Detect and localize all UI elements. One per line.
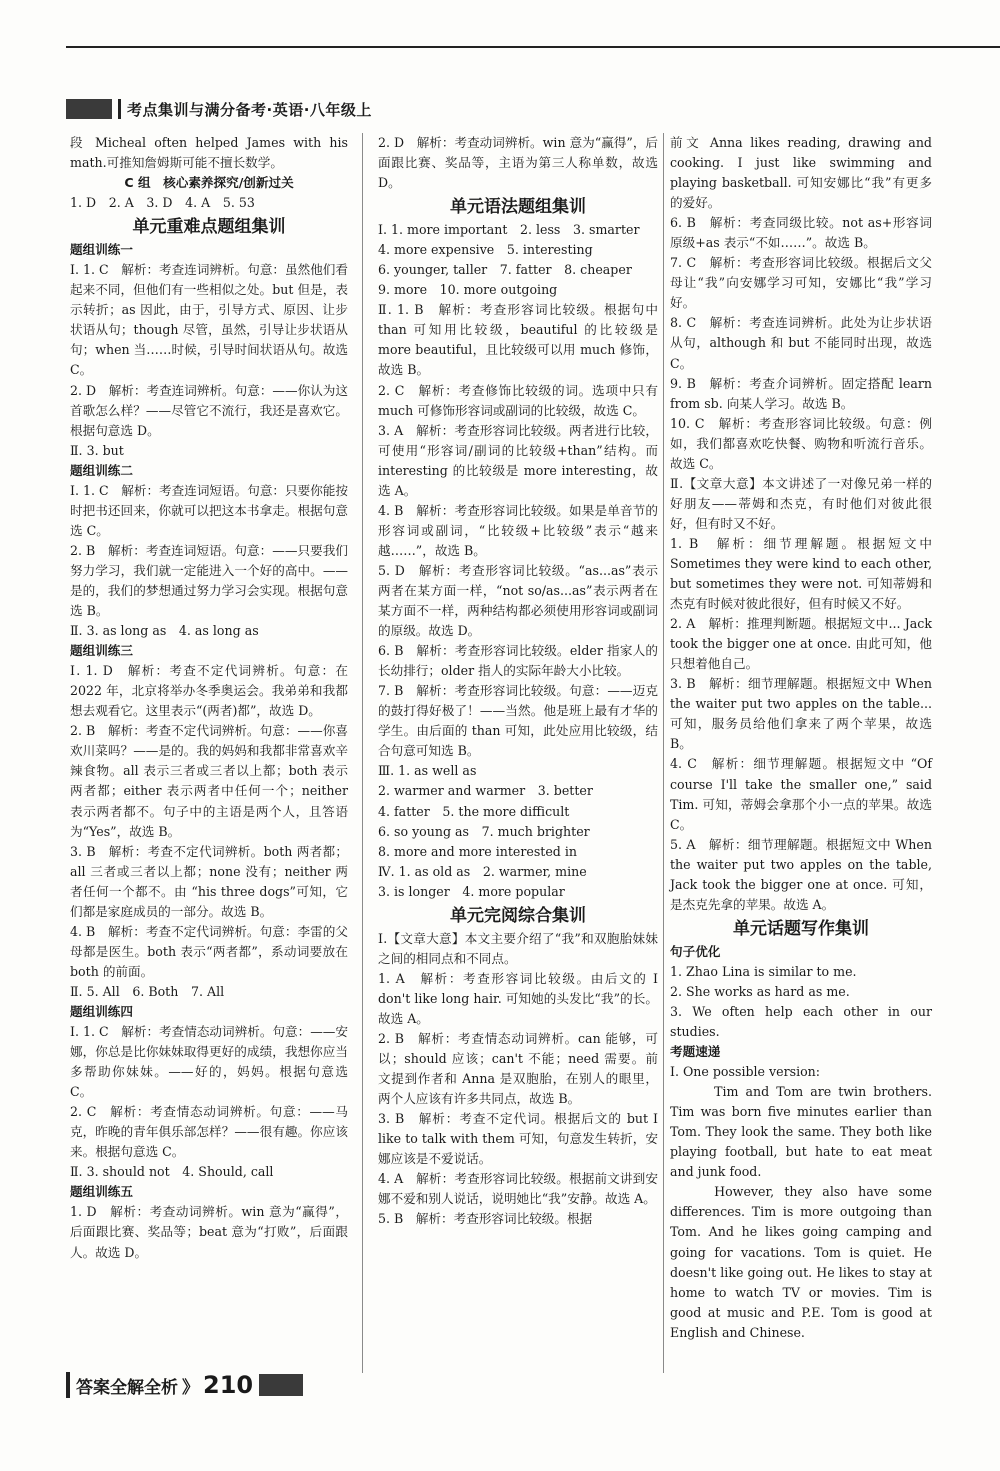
answer-paragraph: 3. We often help each other in our studies. <box>670 1003 932 1040</box>
group-heading: 题组训练三 <box>70 643 133 659</box>
footer-mark <box>259 1374 303 1396</box>
answer-paragraph: 2. C 解析：考查情态动词辨析。句意：——马克，昨晚的青年俱乐部怎样？——很有趣。你应该来。根据句意选 C。 <box>70 1104 348 1160</box>
section-title: 单元话题写作集训 <box>733 918 869 939</box>
group-heading: 题组训练一 <box>70 242 133 258</box>
answer-paragraph: Ⅰ. 1. C 解析：考查连词辨析。句意：虽然他们看起来不同，但他们有一些相似之处。but 但是，表示转折；as 因此，由于，引导方式、原因、让步状语从句；though 尽管，虽然，引导让步状语从句；when 当……时候，引导时间状语从句。故选 C。 <box>70 262 348 378</box>
answer-paragraph: 2. D 解析：考查连词辨析。句意：——你认为这首歌怎么样？——尽管它不流行，我还是喜欢它。根据句意选 D。 <box>70 382 348 438</box>
answer-paragraph: Ⅰ.【文章大意】本文主要介绍了“我”和双胞胎妹妹之间的相同点和不同点。 <box>378 930 658 966</box>
answer-paragraph: 7. B 解析：考查形容词比较级。句意：——迈克的鼓打得好极了！——当然。他是班上最有才华的学生。由后面的 than 可知，此处应用比较级，结合句意可知选 B。 <box>378 683 658 759</box>
answer-paragraph: 1. D 解析：考查动词辨析。win 意为“赢得”，后面跟比赛、奖品等；beat 意为“打败”，后面跟人。故选 D。 <box>70 1204 348 1260</box>
answer-paragraph: Ⅰ. One possible version: <box>670 1064 821 1080</box>
answer-paragraph: 前文 Anna likes reading, drawing and cooking. I just like swimming and playing basketball. 可知安娜比“我”有更多的爱好。 <box>670 135 932 211</box>
answer-paragraph: 2. C 解析：考查修饰比较级的词。选项中只有 much 可修饰形容词或副词的比较级，故选 C。 <box>378 382 658 418</box>
group-heading: C 组 核心素养探究/创新过关 <box>124 175 294 191</box>
answer-paragraph: 2. A 解析：推理判断题。根据短文中... Jack took the bigger one at once. 由此可知，他只想着他自己。 <box>670 616 932 672</box>
answer-paragraph: 3. is longer 4. more popular <box>378 883 565 899</box>
section-title: 单元完阅综合集训 <box>450 905 586 926</box>
running-footer <box>66 1369 303 1401</box>
footer-label: 答案全解全析 <box>76 1377 178 1398</box>
answer-paragraph: 6. younger, taller 7. fatter 8. cheaper <box>378 262 632 278</box>
answer-paragraph: Ⅲ. 1. as well as <box>378 763 477 779</box>
answer-paragraph: 5. A 解析：细节理解题。根据短文中 When the waiter put two apples on the table, Jack took the bigger one at once. 可知，是杰克先拿的苹果。故选 A。 <box>670 836 932 912</box>
answer-paragraph: 10. C 解析：考查形容词比较级。句意：例如，我们都喜欢吃快餐、购物和听流行音乐。故选 C。 <box>670 415 932 471</box>
section-title: 单元语法题组集训 <box>450 197 586 218</box>
answer-paragraph: 9. more 10. more outgoing <box>378 282 558 298</box>
footer-arrows: 》 <box>182 1377 199 1398</box>
header-title: 考点集训与满分备考·英语·八年级上 <box>127 100 372 119</box>
answer-paragraph: 2. She works as hard as me. <box>670 983 850 999</box>
answer-paragraph: 6. so young as 7. much brighter <box>378 823 590 839</box>
page-number: 210 <box>203 1371 254 1399</box>
answer-paragraph: Ⅰ. 1. more important 2. less 3. smarter <box>378 222 640 238</box>
answer-paragraph: 4. more expensive 5. interesting <box>378 242 593 258</box>
group-heading: 题组训练二 <box>70 462 133 478</box>
answer-paragraph: 6. B 解析：考查形容词比较级。elder 指家人的长幼排行；older 指人的实际年龄大小比较。 <box>378 643 658 679</box>
group-heading: 句子优化 <box>670 943 721 959</box>
header-bar <box>118 99 121 119</box>
answer-paragraph: 3. B 解析：细节理解题。根据短文中 When the waiter put two apples on the table... 可知，服务员给他们拿来了两个苹果，故选 B。 <box>670 676 932 752</box>
answer-paragraph: 4. C 解析：细节理解题。根据短文中 “Of course I'll take the smaller one,” said Tim. 可知，蒂姆会拿那个小一点的苹果。故选 C。 <box>670 756 932 832</box>
column-1 <box>70 133 348 1263</box>
answer-paragraph: 1. Zhao Lina is similar to me. <box>670 963 857 979</box>
answer-paragraph: Ⅰ. 1. C 解析：考查情态动词辨析。句意：——安娜，你总是比你妹妹取得更好的成绩，我想你应当多帮助你妹妹。——好的，妈妈。根据句意选 C。 <box>70 1024 348 1100</box>
answer-paragraph: 8. more and more interested in <box>378 843 578 859</box>
essay-paragraph: However, they also have some differences. Tim is more outgoing than Tom. And he likes going camping and going for vacations. Tom is quiet. He doesn't like going out. He likes to stay at home to watch TV or movies. Tim is good at music and P.E. Tom is good at English and Chinese. <box>670 1184 932 1340</box>
running-header <box>66 97 372 121</box>
answer-paragraph: 5. B 解析：考查形容词比较级。根据 <box>378 1211 593 1227</box>
answer-paragraph: 2. B 解析：考查连词短语。句意：——只要我们努力学习，我们就一定能进入一个好的高中。——是的，我们的梦想通过努力学习会实现。根据句意选 B。 <box>70 542 348 619</box>
answer-paragraph: 1. A 解析：考查形容词比较级。由后文的 I don't like long hair. 可知她的头发比“我”的长。故选 A。 <box>378 970 658 1026</box>
answer-paragraph: 段 Micheal often helped James with his math.可推知詹姆斯可能不擅长数学。 <box>70 135 348 171</box>
answer-paragraph: 3. A 解析：考查形容词比较级。两者进行比较，可使用“形容词/副词的比较级+than”结构。而 interesting 的比较级是 more interesting，故选 A。 <box>378 422 658 498</box>
answer-paragraph: 4. fatter 5. the more difficult <box>378 803 570 819</box>
answer-paragraph: 4. B 解析：考查不定代词辨析。句意：李雷的父母都是医生。both 表示“两者都”，系动词要放在 both 的前面。 <box>70 923 348 979</box>
header-mark <box>66 99 112 119</box>
top-rule <box>66 46 1000 48</box>
answer-paragraph: 7. C 解析：考查形容词比较级。根据后文父母让“我”向安娜学习可知，安娜比“我”学习好。 <box>670 255 932 311</box>
answer-paragraph: 8. C 解析：考查连词辨析。此处为让步状语从句，although 和 but 不能同时出现，故选 C。 <box>670 315 932 371</box>
column-divider-1 <box>362 133 363 1373</box>
answer-paragraph: Ⅱ.【文章大意】本文讲述了一对像兄弟一样的好朋友——蒂姆和杰克，有时他们对彼此很好，但有时又不好。 <box>670 475 932 531</box>
answer-paragraph: 4. A 解析：考查形容词比较级。根据前文讲到安娜不爱和别人说话，说明她比“我”安静。故选 A。 <box>378 1171 658 1207</box>
answer-paragraph: Ⅰ. 1. C 解析：考查连词短语。句意：只要你能按时把书还回来，你就可以把这本书拿走。根据句意选 C。 <box>70 482 348 538</box>
answer-paragraph: 3. B 解析：考查不定代词。根据后文的 but I like to talk with them 可知，句意发生转折，安娜应该是不爱说话。 <box>378 1111 658 1167</box>
column-3 <box>670 133 932 1343</box>
answer-paragraph: 3. B 解析：考查不定代词辨析。both 两者都；all 三者或三者以上都；none 没有；neither 两者任何一个都不。由 “his three dogs”可知，它们都是家庭成员的一部分。故选 B。 <box>70 843 348 919</box>
answer-paragraph: 1. B 解析：细节理解题。根据短文中 Sometimes they were kind to each other, but sometimes they were not. 可知蒂姆和杰克有时候对彼此很好，但有时候又不好。 <box>670 535 932 612</box>
answer-paragraph: 9. B 解析：考查介词辨析。固定搭配 learn from sb. 向某人学习。故选 B。 <box>670 375 932 411</box>
answer-paragraph: 6. B 解析：考查同级比较。not as+形容词原级+as 表示“不如……”。故选 B。 <box>670 215 932 251</box>
essay-paragraph: Tim and Tom are twin brothers. Tim was born five minutes earlier than Tom. They look the same. They both like playing football, but hate to eat meat and junk food. <box>670 1084 932 1180</box>
column-2 <box>378 133 658 1229</box>
section-title: 单元重难点题组集训 <box>132 217 286 238</box>
group-heading: 考题速递 <box>670 1044 721 1060</box>
answer-paragraph: 1. D 2. A 3. D 4. A 5. 53 <box>70 195 255 211</box>
group-heading: 题组训练五 <box>70 1184 133 1200</box>
answer-paragraph: 2. B 解析：考查不定代词辨析。句意：——你喜欢川菜吗？——是的。我的妈妈和我都非常喜欢辛辣食物。all 表示三者或三者以上都；both 表示两者都；either 表示两者中任何一个；neither 表示两者都不。句子中的主语是两个人，且答语为“Yes”，故选 B。 <box>70 723 348 839</box>
answer-paragraph: Ⅱ. 3. should not 4. Should, call <box>70 1164 274 1180</box>
answer-paragraph: 4. B 解析：考查形容词比较级。如果是单音节的形容词或副词，“比较级+比较级”表示“越来越……”，故选 B。 <box>378 502 658 558</box>
answer-paragraph: 2. D 解析：考查动词辨析。win 意为“赢得”，后面跟比赛、奖品等，主语为第三人称单数，故选 D。 <box>378 135 659 191</box>
answer-paragraph: Ⅱ. 3. as long as 4. as long as <box>70 623 259 639</box>
answer-paragraph: Ⅳ. 1. as old as 2. warmer, mine <box>378 863 587 879</box>
answer-paragraph: 2. warmer and warmer 3. better <box>378 783 593 799</box>
answer-paragraph: 2. B 解析：考查情态动词辨析。can 能够，可以；should 应该；can't 不能；need 需要。前文提到作者和 Anna 是双胞胎，在别人的眼里，两个人应该有许多共同点，故选 B。 <box>378 1030 658 1107</box>
answer-paragraph: Ⅱ. 1. B 解析：考查形容词比较级。根据句中 than 可知用比较级，beautiful 的比较级是 more beautiful，且比较级可以用 much 修饰，故选 B。 <box>378 302 658 378</box>
footer-bar <box>66 1372 70 1398</box>
answer-paragraph: Ⅱ. 3. but <box>70 442 124 458</box>
answer-paragraph: Ⅰ. 1. D 解析：考查不定代词辨析。句意：在 2022 年，北京将举办冬季奥运会。我弟弟和我都想去观看它。这里表示“(两者)都”，故选 D。 <box>70 663 348 719</box>
column-divider-2 <box>663 133 664 1373</box>
group-heading: 题组训练四 <box>70 1003 133 1019</box>
answer-paragraph: Ⅱ. 5. All 6. Both 7. All <box>70 983 225 999</box>
answer-paragraph: 5. D 解析：考查形容词比较级。“as...as”表示两者在某方面一样，“not so/as...as”表示两者在某方面不一样，两种结构都必须使用形容词或副词的原级。故选 D。 <box>378 562 658 639</box>
